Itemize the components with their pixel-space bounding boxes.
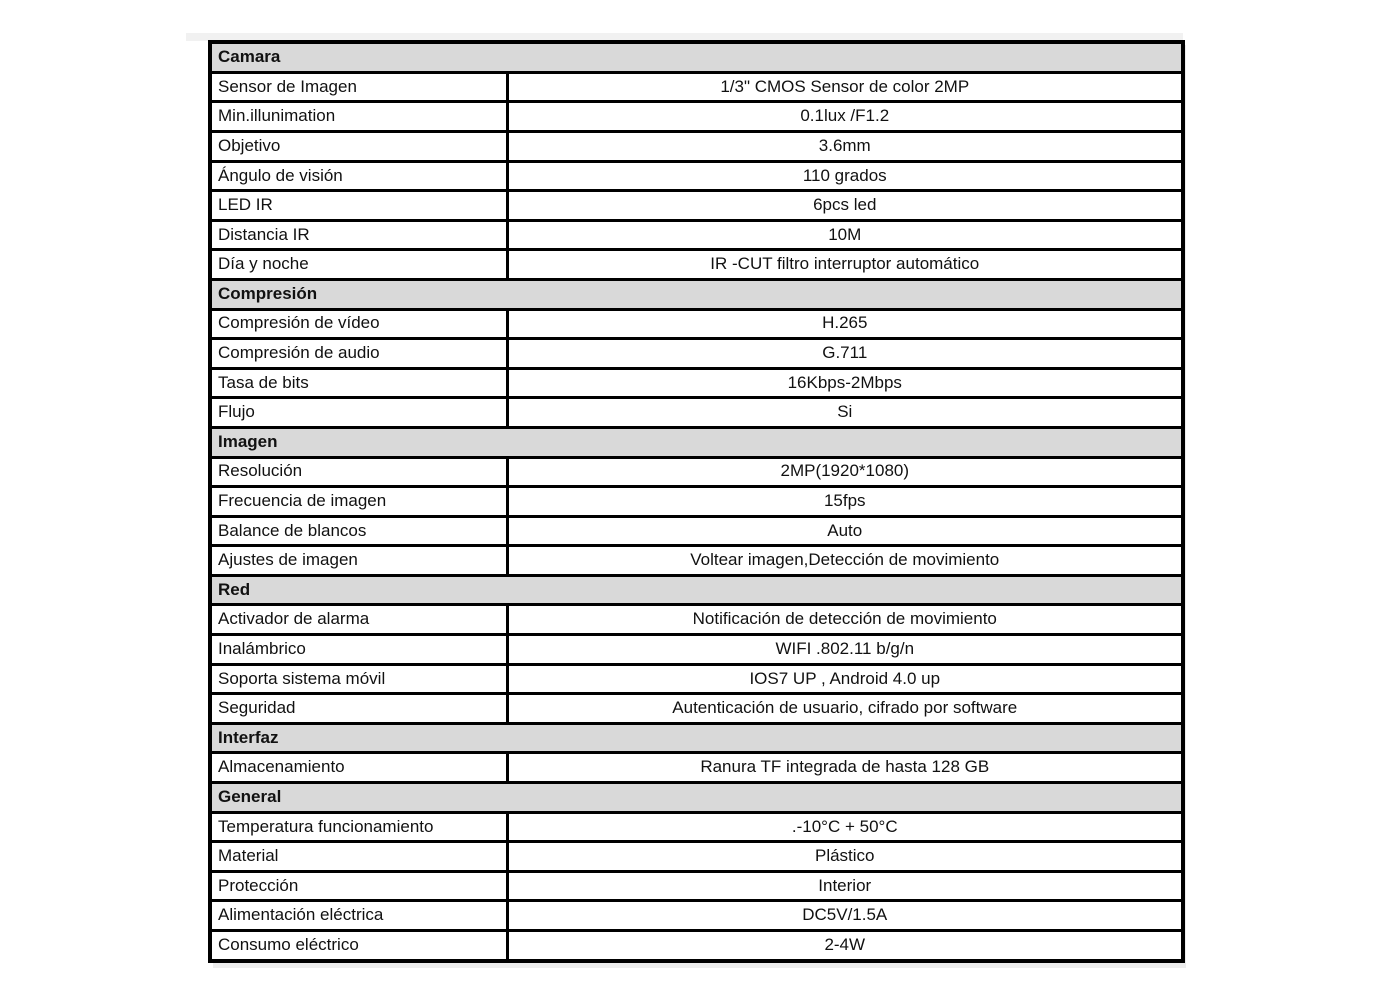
spec-row [210,812,1183,842]
spec-row [210,901,1183,931]
spec-label: Compresión de vídeo [210,309,507,339]
spec-table-container [208,40,1181,963]
spec-value: Plástico [507,842,1183,872]
spec-row [210,131,1183,161]
spec-row [210,102,1183,132]
spec-value: 2-4W [507,931,1183,962]
spec-row [210,931,1183,962]
spec-label: Ajustes de imagen [210,546,507,576]
section-title: Camara [210,42,1183,72]
spec-row [210,664,1183,694]
spec-row [210,220,1183,250]
spec-label: Protección [210,871,507,901]
spec-value: 10M [507,220,1183,250]
spec-row [210,309,1183,339]
spec-label: Sensor de Imagen [210,72,507,102]
spec-value: 0.1lux /F1.2 [507,102,1183,132]
spec-value: Notificación de detección de movimiento [507,605,1183,635]
spec-row [210,368,1183,398]
spec-row [210,487,1183,517]
spec-label: Consumo eléctrico [210,931,507,962]
spec-row [210,250,1183,280]
spec-value: Si [507,398,1183,428]
spec-label: Día y noche [210,250,507,280]
spec-label: Almacenamiento [210,753,507,783]
section-title: Red [210,575,1183,605]
spec-label: LED IR [210,191,507,221]
spec-label: Ángulo de visión [210,161,507,191]
section-header-row [210,575,1183,605]
spec-label: Min.illunimation [210,102,507,132]
spec-label: Seguridad [210,694,507,724]
spec-label: Inalámbrico [210,635,507,665]
spec-value: 110 grados [507,161,1183,191]
section-header-row [210,427,1183,457]
spec-value: IOS7 UP , Android 4.0 up [507,664,1183,694]
spec-table-body [210,42,1183,961]
spec-label: Alimentación eléctrica [210,901,507,931]
spec-row [210,605,1183,635]
spec-value: Ranura TF integrada de hasta 128 GB [507,753,1183,783]
spec-label: Flujo [210,398,507,428]
spec-row [210,694,1183,724]
spec-label: Compresión de audio [210,339,507,369]
spec-value: Auto [507,516,1183,546]
spec-value: 1/3" CMOS Sensor de color 2MP [507,72,1183,102]
spec-row [210,72,1183,102]
spec-row [210,516,1183,546]
spec-row [210,753,1183,783]
section-title: General [210,783,1183,813]
spec-value: Autenticación de usuario, cifrado por software [507,694,1183,724]
spec-value: .-10°C + 50°C [507,812,1183,842]
section-header-row [210,42,1183,72]
section-header-row [210,723,1183,753]
spec-label: Material [210,842,507,872]
spec-value: 2MP(1920*1080) [507,457,1183,487]
spec-row [210,842,1183,872]
spec-row [210,871,1183,901]
spec-value: IR -CUT filtro interruptor automático [507,250,1183,280]
section-title: Imagen [210,427,1183,457]
spec-label: Balance de blancos [210,516,507,546]
spec-row [210,398,1183,428]
spec-label: Resolución [210,457,507,487]
spec-row [210,457,1183,487]
spec-label: Tasa de bits [210,368,507,398]
spec-label: Distancia IR [210,220,507,250]
spec-value: 16Kbps-2Mbps [507,368,1183,398]
section-title: Compresión [210,279,1183,309]
spec-value: WIFI .802.11 b/g/n [507,635,1183,665]
spec-value: 6pcs led [507,191,1183,221]
spec-value: 3.6mm [507,131,1183,161]
section-header-row [210,783,1183,813]
section-title: Interfaz [210,723,1183,753]
spec-value: DC5V/1.5A [507,901,1183,931]
spec-row [210,546,1183,576]
spec-value: H.265 [507,309,1183,339]
spec-label: Objetivo [210,131,507,161]
spec-table [208,40,1185,963]
spec-label: Frecuencia de imagen [210,487,507,517]
spec-label: Activador de alarma [210,605,507,635]
spec-value: G.711 [507,339,1183,369]
spec-label: Temperatura funcionamiento [210,812,507,842]
spec-row [210,635,1183,665]
spec-value: Interior [507,871,1183,901]
spec-value: Voltear imagen,Detección de movimiento [507,546,1183,576]
spec-row [210,161,1183,191]
spec-value: 15fps [507,487,1183,517]
spec-row [210,191,1183,221]
section-header-row [210,279,1183,309]
spec-label: Soporta sistema móvil [210,664,507,694]
spec-row [210,339,1183,369]
